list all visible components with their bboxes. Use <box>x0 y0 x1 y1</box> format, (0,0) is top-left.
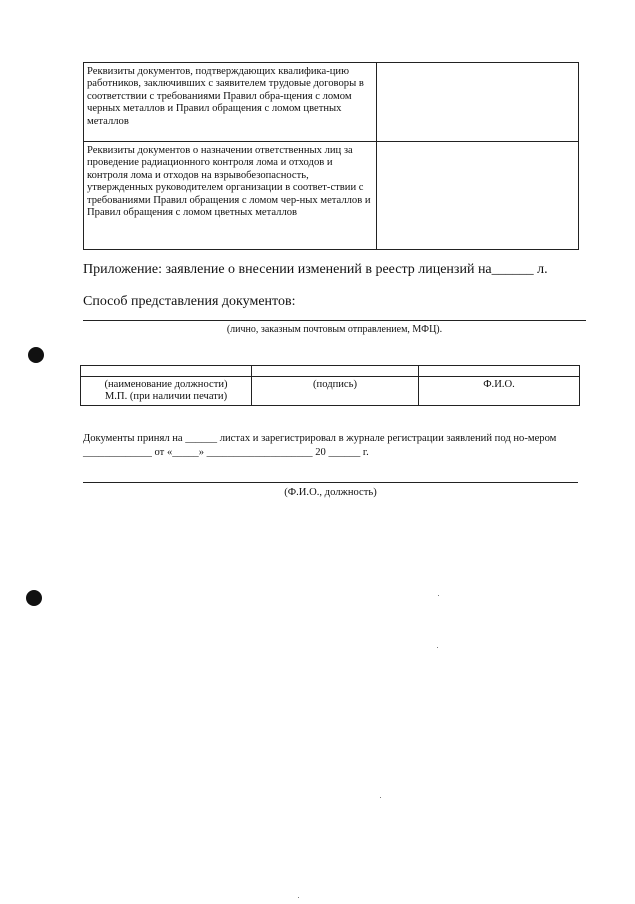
submission-method-line[interactable] <box>83 320 586 321</box>
table-row <box>81 366 580 377</box>
position-label: (наименование должности) <box>104 379 228 390</box>
receiver-hint: (Ф.И.О., должность) <box>284 487 377 498</box>
responsible-persons-docs-value[interactable] <box>377 142 579 250</box>
table-row <box>81 377 580 406</box>
table-row <box>84 63 579 142</box>
punch-hole-icon <box>26 590 42 606</box>
appendix-line: Приложение: заявление о внесении изменений в реестр лицензий на______ л. <box>83 262 548 277</box>
position-field[interactable] <box>81 366 252 377</box>
submission-method-label: Способ представления документов: <box>83 294 296 309</box>
received-statement: Документы принял на ______ листах и зарегистрировал в журнале регистрации заявлений под но-мером _____________ от «_____» ____________________ 20 ______ г. <box>83 433 557 458</box>
name-field[interactable] <box>419 366 580 377</box>
submission-method-hint: (лично, заказным почтовым отправлением, МФЦ). <box>226 324 443 335</box>
qualification-docs-label: Реквизиты документов, подтверждающих квалифика-цию работников, заключивших с заявителем трудовые договоры в соответствии с требованиями Правил обра-щения с ломом черных металлов и Правил обращения с ломом цветных металлов <box>84 63 377 142</box>
signature-label: (подпись) <box>252 377 419 406</box>
stamp-label: М.П. (при наличии печати) <box>104 391 228 403</box>
position-cell <box>81 377 252 406</box>
punch-hole-icon <box>28 347 44 363</box>
scan-speck <box>380 797 381 798</box>
requisites-table <box>83 62 579 250</box>
signature-table <box>80 365 580 406</box>
scan-speck <box>298 897 299 898</box>
responsible-persons-docs-label: Реквизиты документов о назначении ответственных лиц за проведение радиационного контроля лома и отходов и контроля лома и отходов на взрывобезопасность, утвержденных руководителем организации в соответ-ствии с требованиями Правил обращения с ломом чер-ных металлов и Правил обращения с ломом цветных металлов <box>84 142 377 250</box>
table-row <box>84 142 579 250</box>
scan-speck <box>437 647 438 648</box>
name-label: Ф.И.О. <box>419 377 580 406</box>
signature-field[interactable] <box>252 366 419 377</box>
scan-speck <box>438 595 439 596</box>
receiver-signature-line[interactable] <box>83 482 578 483</box>
qualification-docs-value[interactable] <box>377 63 579 142</box>
